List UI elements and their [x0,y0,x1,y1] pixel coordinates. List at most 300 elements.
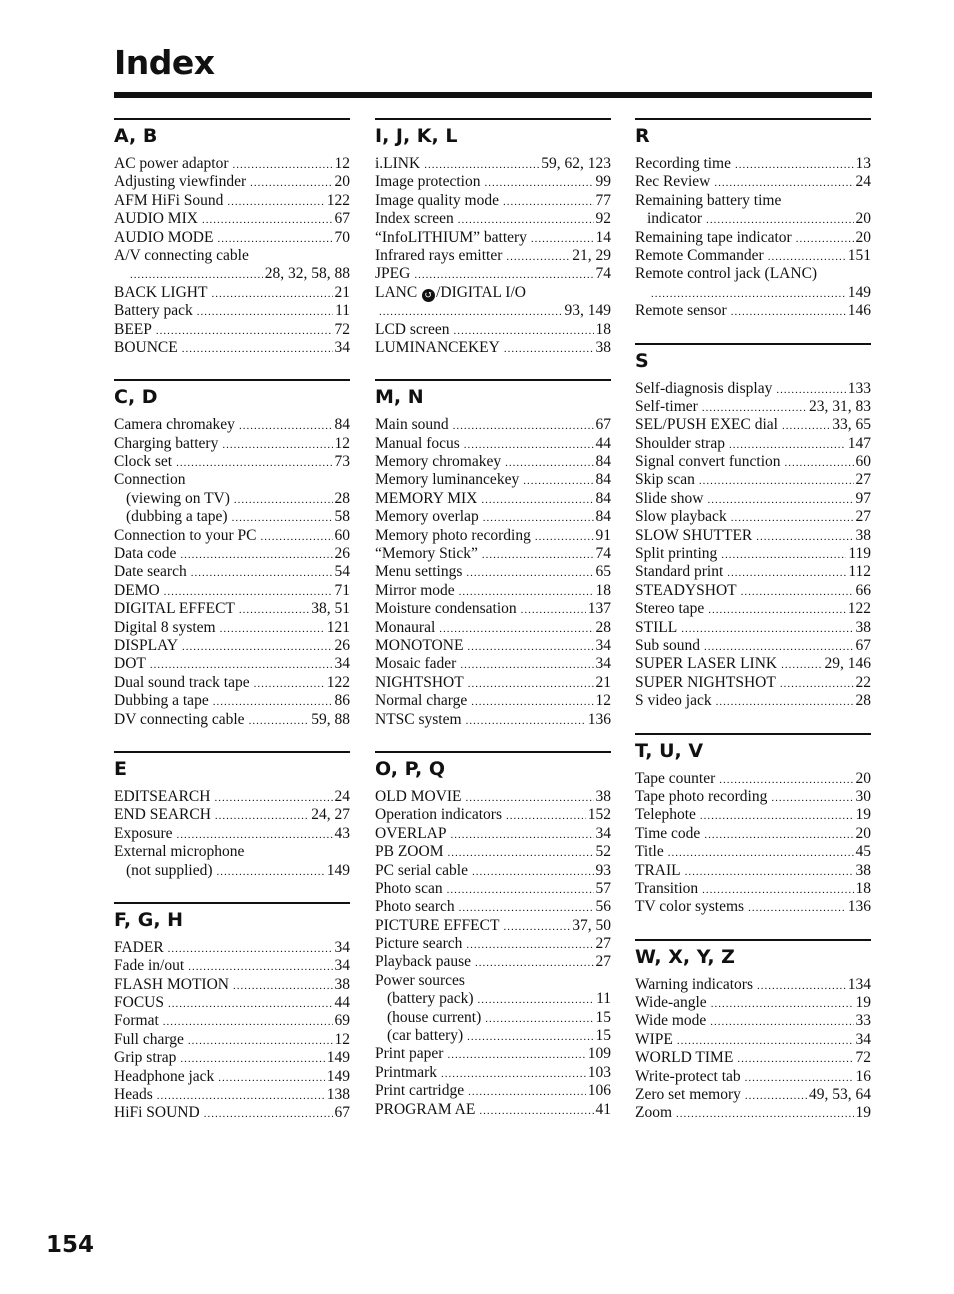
dot-leader [227,193,324,211]
index-entry [635,788,871,806]
entry-pages: 28 [595,618,611,636]
entry-pages: 11 [335,302,350,320]
entry-label: Time code [635,824,701,842]
index-entry [635,527,871,545]
index-entry [635,302,871,320]
dot-leader [521,601,586,619]
dot-leader [191,564,333,582]
index-entry [375,155,611,173]
entry-pages: 72 [855,1049,871,1067]
entry-label: Print cartridge [375,1082,465,1100]
entry-label: SEL/PUSH EXEC dial [635,416,778,434]
entry-pages: 11 [596,990,611,1008]
entry-pages: 27 [595,953,611,971]
entry-label: Rec Review [635,173,711,191]
entry-label: BACK LIGHT [114,283,208,301]
entry-label: Mirror mode [375,581,455,599]
entry-label: Exposure [114,824,173,842]
dot-leader [459,899,594,917]
entry-label: OVERLAP [375,824,447,842]
entry-label: JPEG [375,265,411,283]
dot-leader [676,1105,853,1123]
entry-pages: 34 [334,655,350,673]
entry-label: Picture search [375,935,463,953]
entry-pages: 59, 88 [311,710,350,728]
index-entry [375,843,611,861]
entry-pages: 24, 27 [311,806,350,824]
index-entry [114,321,350,339]
entry-pages: 27 [855,508,871,526]
index-entry [375,880,611,898]
entry-label: Remaining battery time [635,191,782,209]
entry-label: DOT [114,655,146,673]
dot-leader [424,156,539,174]
entry-label: Operation indicators [375,806,502,824]
entry-pages: 93 [595,861,611,879]
entry-label: MEMORY MIX [375,489,478,507]
page-number: 154 [46,1232,95,1258]
dot-leader [710,1013,853,1031]
index-entry-list [114,416,350,729]
dot-leader [180,1050,324,1068]
entry-label: SLOW SHUTTER [635,526,753,544]
index-entry [635,173,871,191]
index-entry [114,1049,350,1067]
index-section [635,118,871,321]
dot-leader [737,1050,853,1068]
dot-leader [782,417,830,435]
index-entry [114,284,350,302]
entry-pages: 57 [595,879,611,897]
index-entry [375,416,611,434]
index-entry [635,1049,871,1067]
entry-label: Menu settings [375,563,463,581]
dot-leader [466,564,593,582]
index-section [114,118,350,357]
index-entry [375,917,611,935]
entry-pages: 20 [855,228,871,246]
index-entry [375,339,611,357]
dot-leader [719,771,853,789]
entry-label: FLASH MOTION [114,975,229,993]
entry-label: Format [114,1012,159,1030]
dot-leader [467,638,593,656]
dot-leader [677,1032,854,1050]
entry-pages: 84 [595,471,611,489]
entry-label: Monaural [375,618,436,636]
index-entry [114,435,350,453]
dot-leader [481,491,593,509]
entry-pages: 112 [848,563,871,581]
entry-pages: 67 [334,210,350,228]
index-entry [114,508,350,526]
index-entry [114,453,350,471]
dot-leader [785,454,854,472]
entry-label: Wide mode [635,1012,707,1030]
index-entry [114,711,350,729]
entry-label: LANC ↺ /DIGITAL I/O [375,283,526,301]
index-section [114,379,350,729]
entry-pages: 84 [334,416,350,434]
index-entry [375,173,611,191]
dot-leader [745,1087,807,1105]
entry-pages: 34 [334,938,350,956]
index-entry [375,471,611,489]
index-entry [114,416,350,434]
entry-label: Remaining tape indicator [635,228,792,246]
entry-pages: 71 [334,581,350,599]
index-entry [114,339,350,357]
index-entry [635,1086,871,1104]
dot-leader [188,958,332,976]
title-rule [114,92,872,98]
dot-leader [741,583,854,601]
entry-label: NIGHTSHOT [375,673,464,691]
index-entry [375,229,611,247]
index-entry [375,655,611,673]
section-heading: C, D [114,379,350,409]
dot-leader [204,1105,333,1123]
index-entry [635,380,871,398]
entry-pages: 21 [595,673,611,691]
entry-label: Dual sound track tape [114,673,250,691]
index-entry [375,545,611,563]
index-entry [635,265,871,283]
index-entry [635,545,871,563]
entry-label: PICTURE EFFECT [375,916,500,934]
dot-leader [485,1010,593,1028]
entry-label: Connection to your PC [114,526,257,544]
entry-pages: 60 [334,526,350,544]
dot-leader [506,248,570,266]
index-entry-list [114,155,350,357]
entry-label: Warning indicators [635,975,753,993]
index-entry [635,862,871,880]
entry-label: Shoulder strap [635,434,725,452]
entry-label: Tape photo recording [635,787,768,805]
index-entry-list [375,416,611,729]
entry-pages: 19 [855,1104,871,1122]
entry-label: DV connecting cable [114,710,245,728]
entry-pages: 134 [847,975,871,993]
entry-label: i.LINK [375,155,421,172]
entry-label: DEMO [114,581,160,599]
entry-pages: 23, 31, 83 [809,397,871,415]
entry-label: Headphone jack [114,1067,215,1085]
index-entry-list [375,155,611,357]
dot-leader [714,174,853,192]
entry-pages: 37, 50 [572,916,611,934]
dot-leader [505,454,593,472]
index-section [635,733,871,917]
index-entry [635,490,871,508]
entry-pages: 86 [334,692,350,710]
index-entry [114,563,350,581]
entry-pages: 26 [334,545,350,563]
entry-label: Memory luminancekey [375,471,520,489]
dot-leader [771,789,853,807]
entry-label: AUDIO MODE [114,228,214,246]
dot-leader [768,248,846,266]
index-entry [375,1027,611,1045]
entry-label: AC power adaptor [114,155,229,172]
index-entry [114,173,350,191]
entry-label: Power sources [375,971,465,989]
entry-label: STILL [635,618,678,636]
entry-label: Clock set [114,453,173,471]
entry-pages: 121 [326,618,350,636]
entry-pages: 19 [855,806,871,824]
index-entry [375,192,611,210]
entry-label: Stereo tape [635,600,705,618]
index-entry [635,655,871,673]
index-entry [375,674,611,692]
entry-pages: 24 [334,787,350,805]
dot-leader [254,675,325,693]
dot-leader [776,381,845,399]
index-entry [635,637,871,655]
dot-leader [214,789,332,807]
entry-pages: 44 [334,994,350,1012]
dot-leader [249,712,310,730]
section-heading: R [635,118,871,148]
dot-leader [464,436,594,454]
index-section [635,343,871,711]
index-entry [114,210,350,228]
dot-leader [211,285,332,303]
index-section [635,939,871,1123]
entry-pages: 84 [595,508,611,526]
index-entry [375,435,611,453]
index-entry [635,435,871,453]
index-column-1 [114,118,350,1145]
entry-label: Self-timer [635,397,698,415]
entry-label: Image protection [375,173,481,191]
dot-leader [700,807,854,825]
entry-pages: 22 [855,673,871,691]
index-entry [375,321,611,339]
entry-pages: 138 [326,1086,350,1104]
entry-label: WORLD TIME [635,1049,734,1067]
entry-pages: 33, 65 [832,416,871,434]
dot-leader [213,693,333,711]
section-heading: A, B [114,118,350,148]
entry-pages: 66 [855,581,871,599]
dot-leader [702,881,853,899]
entry-label: Digital 8 system [114,618,216,636]
dot-leader [467,1028,593,1046]
entry-pages: 34 [855,1030,871,1048]
entry-label: Photo search [375,898,455,916]
index-entry [635,770,871,788]
entry-label: (battery pack) [387,990,474,1008]
entry-pages: 29, 146 [824,655,871,673]
dot-leader [168,995,333,1013]
dot-leader [197,303,333,321]
index-entry [375,284,611,302]
dot-leader [177,826,333,844]
entry-pages: 12 [334,155,350,172]
index-entry [114,155,350,173]
entry-label: AUDIO MIX [114,210,198,228]
entry-label: Dubbing a tape [114,692,209,710]
index-section [375,379,611,729]
entry-label: Normal charge [375,692,468,710]
entry-pages: 67 [595,416,611,434]
dot-leader [707,491,853,509]
dot-leader [708,601,845,619]
entry-pages: 67 [855,636,871,654]
entry-label: (dubbing a tape) [126,508,228,526]
index-entry [114,192,350,210]
index-entry [635,155,871,173]
section-heading: F, G, H [114,902,350,932]
index-entry [375,898,611,916]
dot-leader [468,1083,586,1101]
entry-pages: 152 [587,806,611,824]
index-entry [635,563,871,581]
dot-leader [685,863,854,881]
index-entry [375,637,611,655]
index-section [375,751,611,1119]
index-entry [114,674,350,692]
index-entry [635,453,871,471]
entry-label: Memory photo recording [375,526,531,544]
entry-label: WIPE [635,1030,673,1048]
dot-leader [233,156,333,174]
entry-pages: 19 [855,994,871,1012]
entry-pages: 34 [334,957,350,975]
index-entry-list [635,380,871,711]
index-entry [375,563,611,581]
dot-leader [706,211,853,229]
dot-leader [439,620,593,638]
entry-pages: 97 [855,489,871,507]
entry-label: LCD screen [375,320,450,338]
dot-leader [379,303,563,321]
index-entry [635,1031,871,1049]
index-entry [114,229,350,247]
index-entry [635,398,871,416]
index-entry [375,788,611,806]
dot-leader [239,601,309,619]
entry-label: Playback pause [375,953,471,971]
entry-pages: 103 [587,1063,611,1081]
entry-pages: 20 [855,210,871,228]
index-entry [114,545,350,563]
entry-pages: 136 [847,898,871,916]
dot-leader [261,528,333,546]
index-entry [635,1104,871,1122]
dot-leader [220,620,325,638]
dot-leader [414,266,593,284]
dot-leader [234,491,333,509]
entry-label: Slide show [635,489,704,507]
dot-leader [704,638,853,656]
dot-leader [441,1065,586,1083]
entry-label: Moisture condensation [375,600,517,618]
dot-leader [168,940,333,958]
entry-pages: 38 [334,975,350,993]
entry-pages: 56 [595,898,611,916]
entry-pages: 27 [595,935,611,953]
entry-pages: 45 [855,843,871,861]
dot-leader [681,620,853,638]
index-entry [635,806,871,824]
index-entry [114,976,350,994]
index-entry [375,582,611,600]
entry-label: Self-diagnosis display [635,379,773,397]
entry-label: Image quality mode [375,191,499,209]
dot-leader [468,675,594,693]
entry-label: Photo scan [375,879,443,897]
index-entry [375,953,611,971]
dot-leader [466,712,586,730]
entry-label: PB ZOOM [375,843,444,861]
dot-leader [531,230,594,248]
index-entry [114,825,350,843]
index-entry [375,935,611,953]
entry-label: Connection [114,471,186,489]
entry-label: Printmark [375,1063,437,1081]
dot-leader [130,266,263,284]
entry-label: indicator [647,210,703,228]
index-entry [114,471,350,489]
index-entry-list [375,788,611,1119]
index-entry [114,843,350,861]
entry-label: Signal convert function [635,453,781,471]
dot-leader [471,693,593,711]
dot-leader [163,1013,333,1031]
entry-pages: 43 [334,824,350,842]
entry-pages: 28 [855,692,871,710]
entry-label: BOUNCE [114,338,178,356]
entry-label: Zero set memory [635,1086,741,1104]
entry-pages: 27 [855,471,871,489]
entry-pages: 26 [334,636,350,654]
entry-pages: 38 [595,338,611,356]
index-entry [635,416,871,434]
dot-leader [535,528,594,546]
index-section [114,902,350,1123]
index-entry [114,619,350,637]
dot-leader [450,826,593,844]
entry-label: Fade in/out [114,957,185,975]
entry-pages: 74 [595,265,611,283]
index-entry [635,471,871,489]
entry-pages: 119 [848,545,871,563]
index-entry [114,788,350,806]
entry-label: HiFi SOUND [114,1104,200,1122]
entry-pages: 59, 62, 123 [541,155,611,172]
index-entry [114,527,350,545]
dot-leader [447,844,593,862]
entry-pages: 58 [334,508,350,526]
index-entry [635,674,871,692]
entry-pages: 18 [595,320,611,338]
index-section [114,751,350,880]
dot-leader [453,322,593,340]
entry-label: EDITSEARCH [114,787,211,805]
dot-leader [475,954,594,972]
entry-pages: 122 [326,191,350,209]
entry-label: AFM HiFi Sound [114,191,224,209]
entry-pages: 14 [595,228,611,246]
index-entry [635,192,871,210]
entry-label: Main sound [375,416,449,434]
index-entry [375,302,611,320]
index-entry [114,1031,350,1049]
